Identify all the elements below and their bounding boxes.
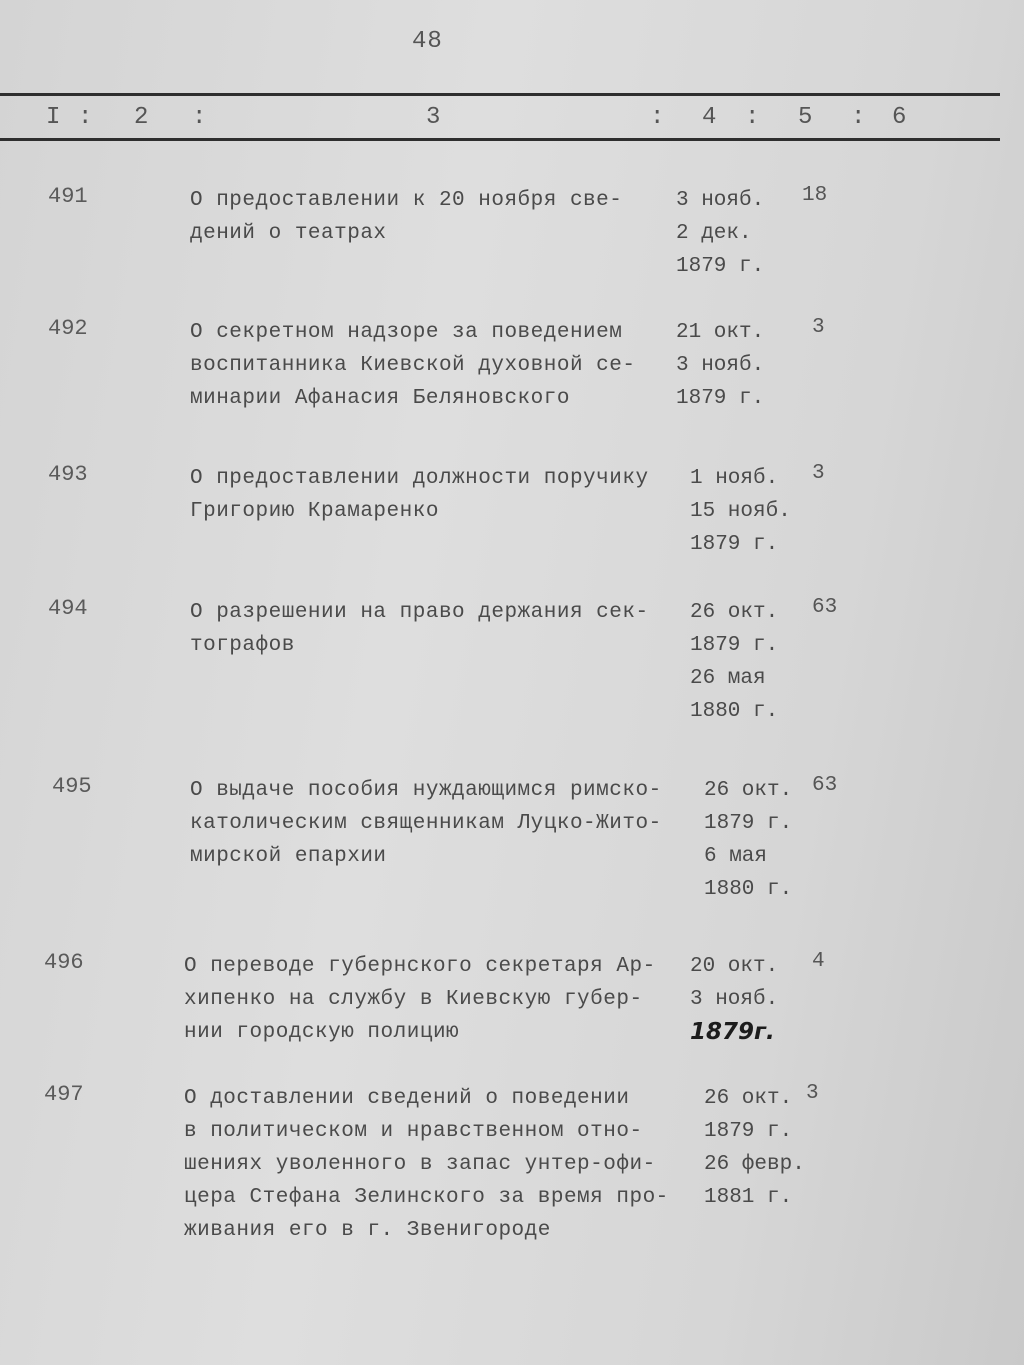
description-line: в политическом и нравственном отно- bbox=[184, 1120, 643, 1143]
column-header-separator: : bbox=[192, 104, 207, 131]
column-header-separator: : bbox=[78, 104, 93, 131]
handwritten-date: 1879г. bbox=[690, 1019, 775, 1045]
date-line: 1879 г. bbox=[676, 255, 765, 278]
description-line: хипенко на службу в Киевскую губер- bbox=[184, 988, 643, 1011]
entry-number: 495 bbox=[52, 774, 92, 799]
date-line: 15 нояб. bbox=[690, 500, 791, 523]
entry-description bbox=[184, 1082, 669, 1247]
description-line: О предоставлении к 20 ноября све- bbox=[190, 189, 623, 212]
description-line: О переводе губернского секретаря Ар- bbox=[184, 955, 656, 978]
date-line: 1 нояб. bbox=[690, 467, 779, 490]
date-line: 20 окт. bbox=[690, 955, 779, 978]
description-line: мирской епархии bbox=[190, 845, 387, 868]
entry-number: 496 bbox=[44, 950, 84, 975]
entry-sheet-count: 18 bbox=[802, 184, 828, 207]
entry-sheet-count: 3 bbox=[812, 462, 825, 485]
column-header-separator: : bbox=[745, 104, 760, 131]
column-header-separator: : bbox=[851, 104, 866, 131]
description-line: О выдаче пособия нуждающимся римско- bbox=[190, 779, 662, 802]
entry-sheet-count: 63 bbox=[812, 596, 838, 619]
date-line: 1880 г. bbox=[704, 878, 793, 901]
entry-description bbox=[190, 462, 649, 528]
header-top-rule bbox=[0, 93, 1000, 96]
entry-number: 497 bbox=[44, 1082, 84, 1107]
column-header-6: 6 bbox=[892, 104, 907, 131]
entry-number: 491 bbox=[48, 184, 88, 209]
description-line: дений о театрах bbox=[190, 222, 387, 245]
date-line: 1879 г. bbox=[690, 634, 779, 657]
date-line: 3 нояб. bbox=[690, 988, 779, 1011]
page-number: 48 bbox=[412, 28, 443, 55]
description-line: О доставлении сведений о поведении bbox=[184, 1087, 630, 1110]
date-line: 26 окт. bbox=[704, 779, 793, 802]
entry-description bbox=[190, 184, 622, 250]
entry-description bbox=[184, 950, 656, 1049]
entry-dates bbox=[704, 1082, 805, 1214]
entry-dates bbox=[690, 950, 778, 1049]
entry-dates bbox=[704, 774, 792, 906]
date-line: 6 мая bbox=[704, 845, 768, 868]
description-line: живания его в г. Звенигороде bbox=[184, 1219, 551, 1242]
column-header-3: 3 bbox=[426, 104, 441, 131]
description-line: Григорию Крамаренко bbox=[190, 500, 439, 523]
description-line: О секретном надзоре за поведением bbox=[190, 321, 623, 344]
column-header-1: I bbox=[46, 104, 61, 131]
description-line: католическим священникам Луцко-Жито- bbox=[190, 812, 662, 835]
entry-number: 493 bbox=[48, 462, 88, 487]
column-header-2: 2 bbox=[134, 104, 149, 131]
entry-sheet-count: 63 bbox=[812, 774, 838, 797]
description-line: нии городскую полицию bbox=[184, 1021, 460, 1044]
description-line: тографов bbox=[190, 634, 295, 657]
description-line: шениях уволенного в запас унтер-офи- bbox=[184, 1153, 656, 1176]
description-line: О предоставлении должности поручику bbox=[190, 467, 649, 490]
date-line: 1881 г. bbox=[704, 1186, 793, 1209]
date-line: 26 февр. bbox=[704, 1153, 805, 1176]
entry-number: 492 bbox=[48, 316, 88, 341]
description-line: О разрешении на право держания сек- bbox=[190, 601, 649, 624]
header-bottom-rule bbox=[0, 138, 1000, 141]
date-line: 1879 г. bbox=[704, 812, 793, 835]
entry-number: 494 bbox=[48, 596, 88, 621]
entry-description bbox=[190, 774, 662, 873]
entry-sheet-count: 3 bbox=[812, 316, 825, 339]
entry-description bbox=[190, 316, 635, 415]
entry-dates bbox=[690, 462, 791, 561]
date-line: 2 дек. bbox=[676, 222, 752, 245]
date-line: 1879 г. bbox=[704, 1120, 793, 1143]
column-header-4: 4 bbox=[702, 104, 717, 131]
entry-description bbox=[190, 596, 649, 662]
date-line: 26 окт. bbox=[690, 601, 779, 624]
entry-sheet-count: 4 bbox=[812, 950, 825, 973]
date-line: 1879 г. bbox=[676, 387, 765, 410]
date-line: 21 окт. bbox=[676, 321, 765, 344]
column-header-separator: : bbox=[650, 104, 665, 131]
date-line: 3 нояб. bbox=[676, 354, 765, 377]
entry-sheet-count: 3 bbox=[806, 1082, 819, 1105]
description-line: минарии Афанасия Беляновского bbox=[190, 387, 570, 410]
date-line: 26 мая bbox=[690, 667, 766, 690]
date-line: 26 окт. bbox=[704, 1087, 793, 1110]
column-header-5: 5 bbox=[798, 104, 813, 131]
entry-dates bbox=[676, 184, 764, 283]
entry-dates bbox=[690, 596, 778, 728]
entry-dates bbox=[676, 316, 764, 415]
description-line: воспитанника Киевской духовной се- bbox=[190, 354, 636, 377]
description-line: цера Стефана Зелинского за время про- bbox=[184, 1186, 669, 1209]
date-line: 3 нояб. bbox=[676, 189, 765, 212]
date-line: 1880 г. bbox=[690, 700, 779, 723]
date-line: 1879 г. bbox=[690, 533, 779, 556]
